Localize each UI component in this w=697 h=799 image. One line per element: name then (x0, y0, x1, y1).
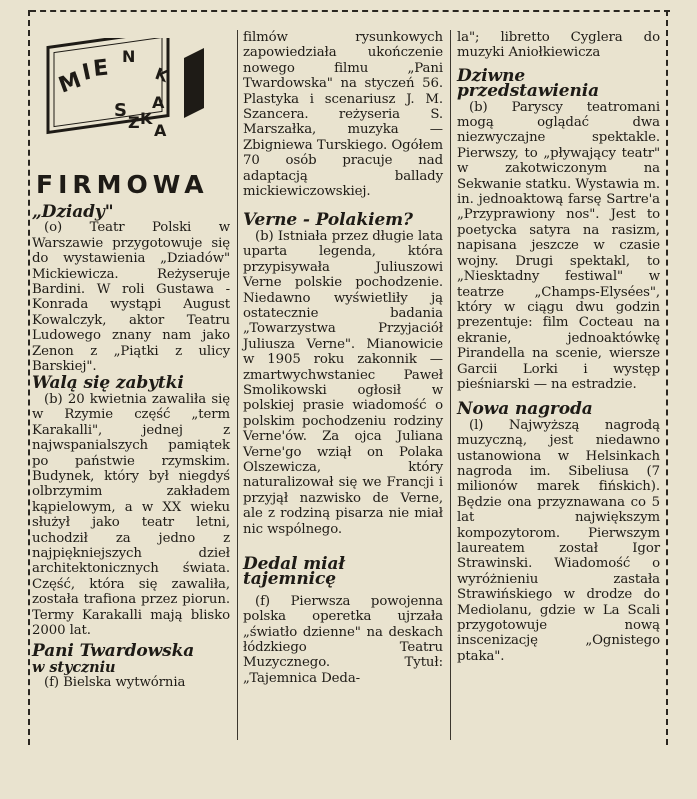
column-2 (243, 30, 443, 686)
svg-text:S: S (114, 100, 127, 121)
section-title: FIRMOWA (36, 170, 209, 199)
column-3 (457, 30, 660, 664)
article-twardowska-cont: filmów rysunkowych zapowiedziała ukończenie nowego filmu „Pani Twardowska" na styczeń 56. Plastyka i scenariusz J. M. Szancera. reżyseria S. Marszałka, muzyka — Zbigniewa Turskiego. Ogółem 70 osób pracuje nad adaptacją ballady mickiewiczowskiej. (243, 30, 443, 200)
article-dedal-cont: la"; libretto Cyglera do muzyki Aniołkiewicza (457, 30, 660, 61)
article-verne: (b) Istniała przez długie lata uparta legenda, która przypisywała Juliuszowi Verne polskie pochodzenie. Niedawno wyświetliły ją ostatecznie badania „Towarzystwa Przyjaciół Juliusza Verne". Mianowicie w 1905 roku zakonnik — zmartwychwstaniec Paweł Smolikowski ogłosił w polskiej prasie wiadomość o polskim pochodzeniu rodziny Verne'ów. Za ojca Juliana Verne'go wziął on Polaka Olszewicza, który naturalizował się we Francji i przyjął nazwisko de Verne, ale z rodziną pisarza nie miał nic wspólnego. (243, 228, 443, 537)
article-dedal: (f) Pierwsza powojenna polska operetka ujrzała „światło dzienne" na deskach łódzkiego Teatru Muzycznego. Tytuł: „Tajemnica Deda- (243, 593, 443, 686)
article-dziady: (o) Teatr Polski w Warszawie przygotowuje się do wystawienia „Dziadów" Mickiewicza. Reżyseruje Bardini. W roli Gustawa - Konrada wystąpi August Kowalczyk, aktor Teatru Ludowego znany nam jako Zenon z „Piątki z ulicy Barskiej". (32, 220, 230, 375)
column-1 (32, 202, 230, 691)
svg-text:A: A (152, 93, 165, 112)
logo-miejska-szka (44, 38, 204, 138)
svg-text:Z: Z (128, 113, 140, 132)
article-nagroda: (l) Najwyższą nagrodą muzyczną, jest niedawno ustanowiona w Helsinkach nagroda im. Sibeliusa (7 milionów marek fińskich). Będzie ona przyznawana co 5 lat największym kompozytorom. Pierwszym laureatem został Igor Strawinski. Wiadomość o wyróżnieniu zastała Strawińskiego w drodze do Mediolanu, gdzie w La Scali przygotowuje nową inscenizację „Ognistego ptaka". (457, 417, 660, 664)
article-dziwne: (b) Paryscy teatromani mogą oglądać dwa niezwyczajne spektakle. Pierwszy, to „pływający teatr" w zakotwiczonym na Sekwanie statku. Wystawia m. in. jednoaktową farsę Sartre'a „Przyprawiony nos". Jest to poetycka satyra na rasizm, napisana jeszcze w czasie wojny. Drugi spektakl, to „Niesktadny festiwal" w teatrze „Champs-Elysées", który w ciągu dwu godzin prezentuje: film Cocteau na ekranie, jednoaktówkę Pirandella na scenie, wiersze Garcii Lorki i występ pieśniarski — na estradzie. (457, 99, 660, 392)
right-dashed-rule (666, 10, 668, 745)
article-twardowska-start: (f) Bielska wytwórnia (44, 675, 186, 691)
headline-twardowska-2: w styczniu (32, 658, 116, 676)
svg-text:K: K (140, 109, 153, 128)
headline-dziady: „Dziady" (32, 202, 114, 222)
headline-verne: Verne - Polakiem? (243, 210, 413, 231)
column-divider (450, 30, 451, 740)
headline-dedal-1: Dedal miał (243, 554, 345, 574)
svg-text:K: K (152, 63, 171, 87)
headline-nagroda: Nowa nagroda (457, 399, 593, 420)
top-dashed-rule (30, 10, 670, 12)
headline-dedal-2: tajemnicę (243, 569, 336, 590)
headline-twardowska-1: Pani Twardowska (32, 641, 195, 662)
svg-text:N: N (122, 47, 136, 66)
headline-dziwne-1: Dziwne (457, 65, 526, 86)
headline-dziwne-2: przedstawienia (457, 81, 599, 102)
svg-text:M: M (55, 67, 85, 99)
svg-text:I: I (80, 59, 94, 86)
svg-text:A: A (154, 121, 167, 138)
headline-zabytki: Walą się zabytki (32, 373, 184, 394)
article-zabytki: (b) 20 kwietnia zawaliła się w Rzymie część „term Karakalli", jednej z najwspanialszych pamiątek po państwie rzymskim. Budynek, który był niegdyś olbrzymim zakładem kąpielowym, a w XX wieku służył jako teatr letni, uchodził za jedno z najpiękniejszych dzieł architektonicznych świata. Część, która się zawaliła, została trafiona przez piorun. Termy Karakalli mają blisko 2000 lat. (32, 391, 230, 638)
column-divider (237, 30, 238, 740)
svg-text:E: E (92, 55, 110, 82)
left-dashed-rule (28, 10, 30, 745)
